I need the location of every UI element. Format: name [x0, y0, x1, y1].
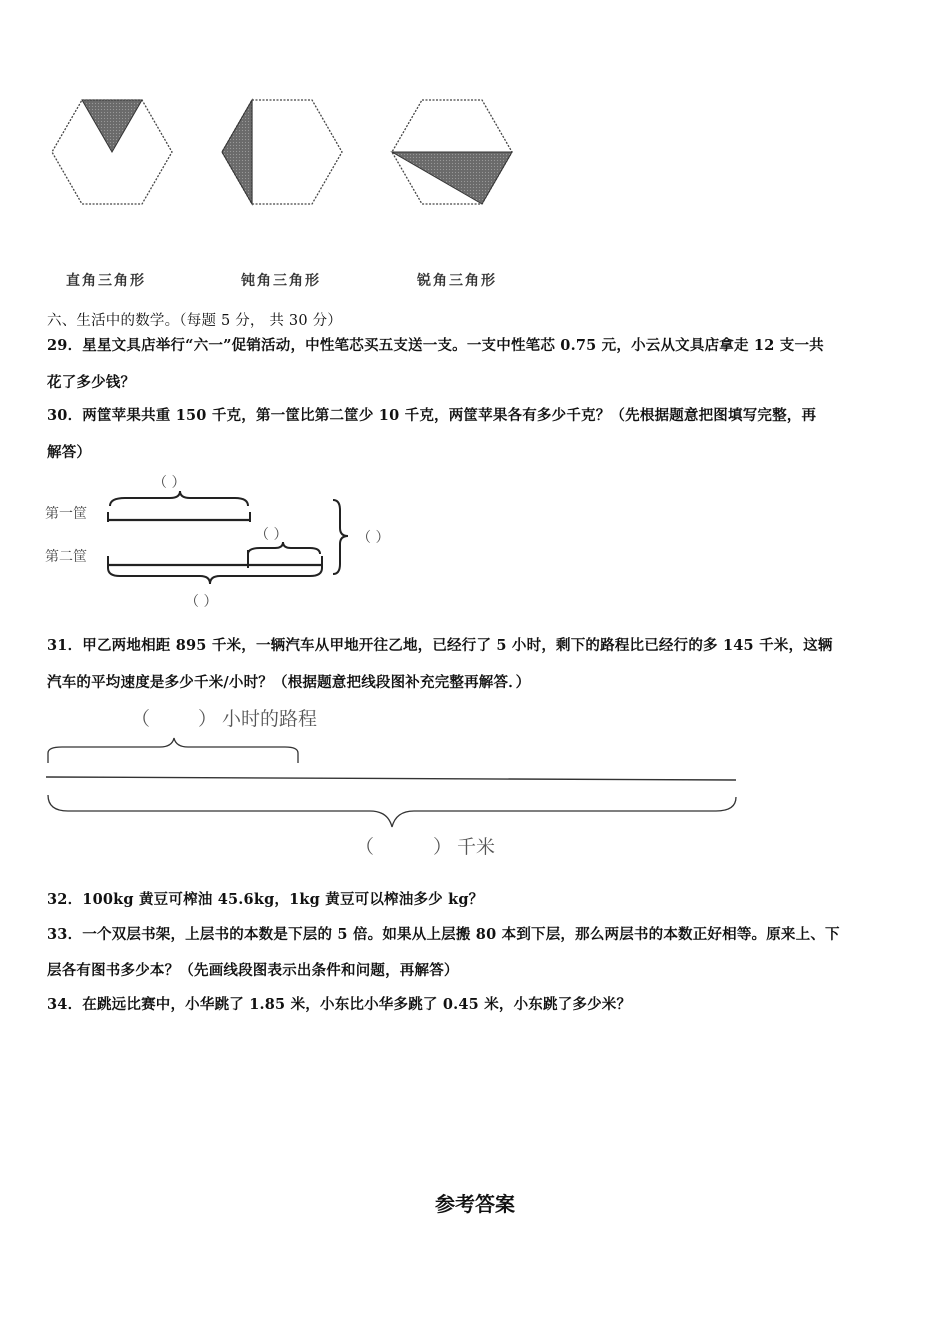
- hexagon-obtuse-triangle: [222, 100, 342, 204]
- question-34-line-1: 34．在跳远比赛中，小华跳了 1.85 米，小东比小华多跳了 0.45 米，小东跳了多少米？: [47, 996, 632, 1013]
- question-32-line-1: 32．100kg 黄豆可榨油 45.6kg，1kg 黄豆可以榨油多少 kg？: [47, 891, 484, 908]
- hexagon-acute-triangle: [392, 100, 512, 204]
- q30-row2-label: 第二筐: [45, 549, 87, 565]
- hexagon-figures: [40, 90, 540, 220]
- q30-blank-bottom: （ ）: [185, 594, 218, 610]
- q30-blank-diff: （ ）: [255, 527, 288, 543]
- q30-blank-total: （ ）: [357, 530, 390, 546]
- section-heading: 六、生活中的数学。（每题 5 分， 共 30 分）: [47, 313, 342, 329]
- question-31-line-1: 31．甲乙两地相距 895 千米，一辆汽车从甲地开往乙地，已经行了 5 小时，剩下的路程比已经行的多 145 千米，这辆: [47, 637, 833, 654]
- question-29-line-2: 花了多少钱？: [47, 374, 136, 391]
- hexagon-label-1: 直角三角形: [66, 273, 146, 289]
- hexagon-label-3: 锐角三角形: [417, 273, 497, 289]
- q31-top-blank-close: ）: [198, 708, 218, 730]
- q31-line-diagram: [40, 735, 750, 835]
- q31-top-blank-open: （: [131, 708, 151, 730]
- question-33-line-2: 层各有图书多少本？（先画线段图表示出条件和问题，再解答）: [47, 962, 459, 979]
- question-31-line-2: 汽车的平均速度是多少千米/小时？（根据题意把线段图补充完整再解答．）: [47, 674, 531, 691]
- question-33-line-1: 33．一个双层书架，上层书的本数是下层的 5 倍。如果从上层搬 80 本到下层，那么两层书的本数正好相等。原来上、下: [47, 926, 840, 943]
- q31-bottom-blank-close: ）: [433, 836, 453, 858]
- q31-bottom-blank-open: （: [355, 836, 375, 858]
- question-29-line-1: 29．星星文具店举行“六一”促销活动，中性笔芯买五支送一支。一支中性笔芯 0.75 元，小云从文具店拿走 12 支一共: [47, 337, 824, 354]
- question-30-line-1: 30．两筐苹果共重 150 千克，第一筐比第二筐少 10 千克，两筐苹果各有多少千克？（先根据题意把图填写完整，再: [47, 407, 817, 424]
- q31-top-text: 小时的路程: [222, 708, 318, 730]
- hexagon-label-2: 钝角三角形: [241, 273, 321, 289]
- q30-line-diagram: [100, 488, 360, 588]
- question-30-line-2: 解答）: [47, 444, 92, 461]
- q31-bottom-text: 千米: [457, 836, 496, 858]
- answers-title: 参考答案: [435, 1192, 515, 1216]
- q30-row1-label: 第一筐: [45, 506, 87, 522]
- q30-blank-top: （ ）: [153, 475, 186, 491]
- hexagon-right-triangle: [52, 100, 172, 204]
